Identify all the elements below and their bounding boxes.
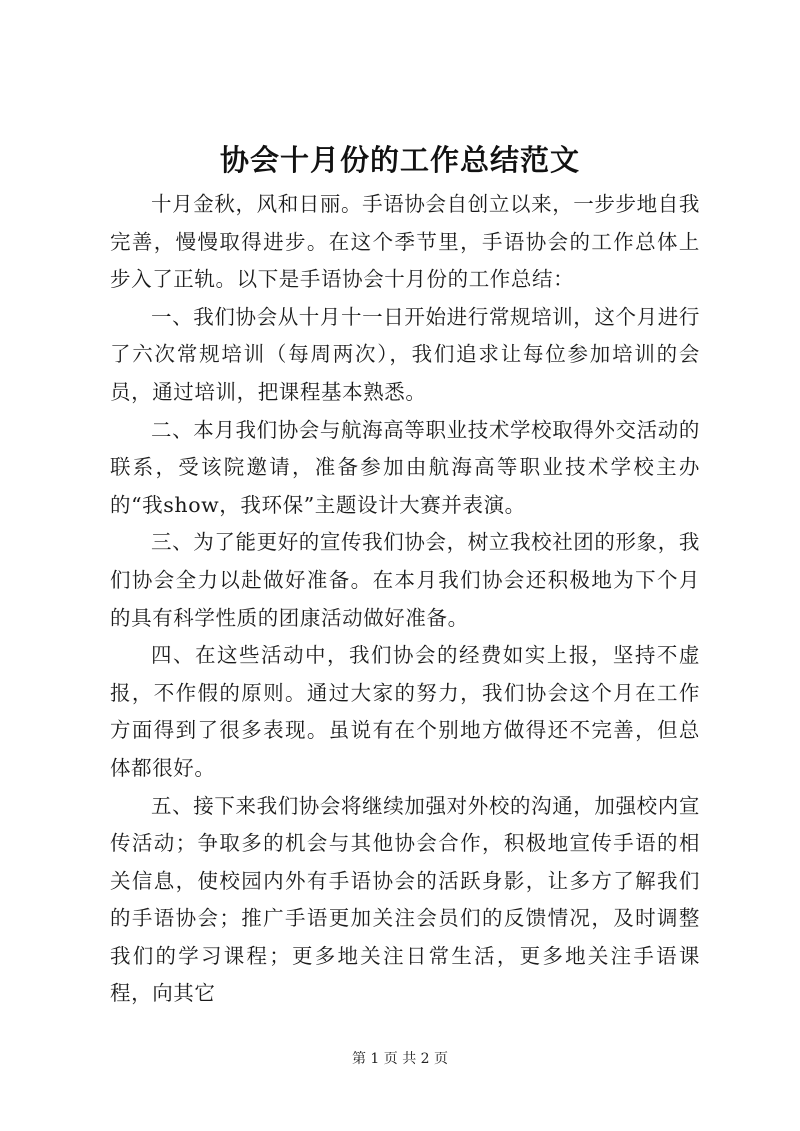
paragraph-item-2: 二、本月我们协会与航海高等职业技术学校取得外交活动的联系，受该院邀请，准备参加由航海高等职业技术学校主办的“我show，我环保”主题设计大赛并表演。 — [110, 417, 700, 517]
paragraph-intro: 十月金秋，风和日丽。手语协会自创立以来，一步步地自我完善，慢慢取得进步。在这个季节里，手语协会的工作总体上步入了正轨。以下是手语协会十月份的工作总结： — [110, 192, 700, 292]
paragraph-item-4: 四、在这些活动中，我们协会的经费如实上报，坚持不虚报，不作假的原则。通过大家的努力，我们协会这个月在工作方面得到了很多表现。虽说有在个别地方做得还不完善，但总体都很好。 — [110, 643, 700, 780]
document-body — [110, 186, 700, 1013]
page-footer: 第 1 页 共 2 页 — [351, 1051, 449, 1067]
paragraph-item-3: 三、为了能更好的宣传我们协会，树立我校社团的形象，我们协会全力以赴做好准备。在本月我们协会还积极地为下个月的具有科学性质的团康活动做好准备。 — [110, 530, 700, 630]
paragraph-item-5: 五、接下来我们协会将继续加强对外校的沟通，加强校内宣传活动；争取多的机会与其他协会合作，积极地宣传手语的相关信息，使校园内外有手语协会的活跃身影，让多方了解我们的手语协会；推广手语更加关注会员们的反馈情况，及时调整我们的学习课程；更多地关注日常生活，更多地关注手语课程，向其它 — [110, 793, 700, 1006]
paragraph-item-1: 一、我们协会从十月十一日开始进行常规培训，这个月进行了六次常规培训（每周两次），我们追求让每位参加培训的会员，通过培训，把课程基本熟悉。 — [110, 304, 700, 404]
document-title: 协会十月份的工作总结范文 — [219, 143, 580, 177]
